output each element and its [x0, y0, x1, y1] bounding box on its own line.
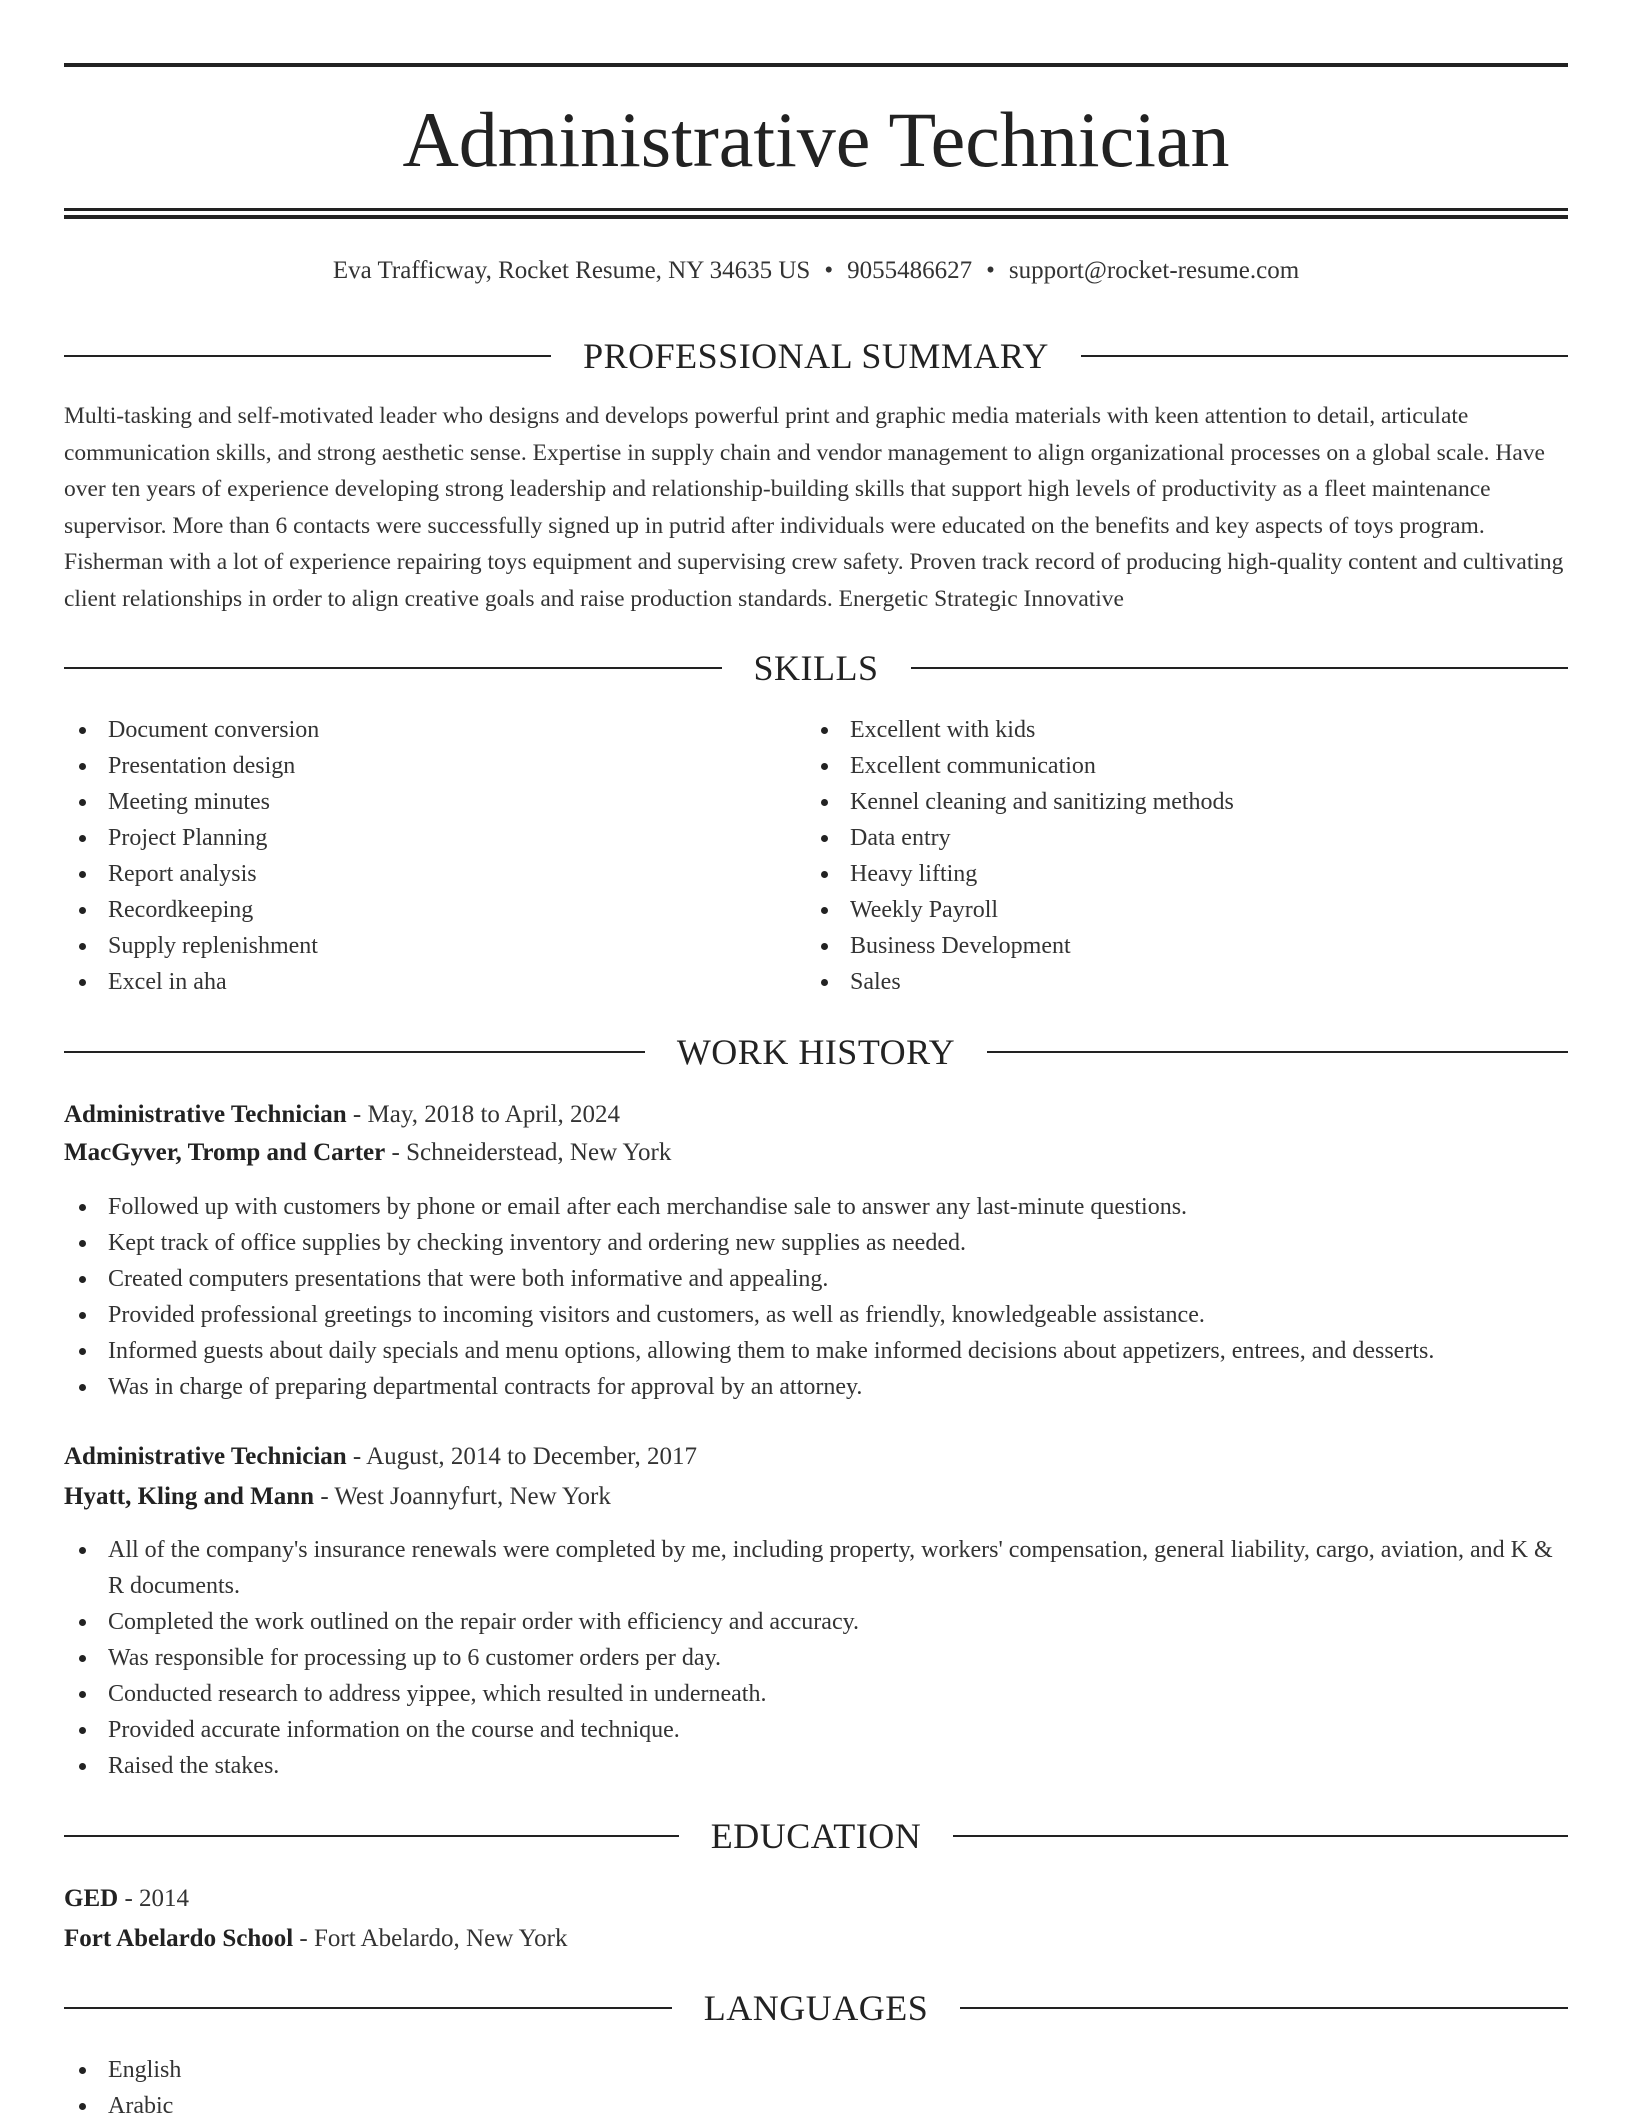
education-school: Fort Abelardo School — [64, 1925, 294, 1952]
job-bullet: Created computers presentations that were both informative and appealing. — [64, 1261, 1568, 1297]
header-double-rule-upper — [64, 208, 1568, 211]
job-title: Administrative Technician — [64, 1443, 347, 1470]
skills-list-right — [806, 712, 1566, 1000]
job-2-company-line — [64, 1479, 1568, 1515]
skill-item: Excel in aha — [64, 964, 764, 1000]
language-item: English — [64, 2052, 1568, 2088]
language-item: Arabic — [64, 2088, 1568, 2124]
languages-heading: LANGUAGES — [703, 1988, 929, 2028]
skill-item: Project Planning — [64, 820, 764, 856]
top-rule — [64, 63, 1568, 67]
job-bullet: Followed up with customers by phone or email after each merchandise sale to answer any last-minute questions. — [64, 1189, 1568, 1225]
job-1-company-line — [64, 1135, 1568, 1171]
section-rule-left — [64, 667, 722, 669]
skill-item: Document conversion — [64, 712, 764, 748]
job-bullet: Provided accurate information on the course and technique. — [64, 1712, 1568, 1748]
section-rule-left — [64, 1835, 679, 1837]
contact-separator: • — [986, 257, 995, 284]
section-rule-right — [1081, 355, 1568, 357]
job-bullet: Provided professional greetings to incoming visitors and customers, as well as friendly, knowledgeable assistance. — [64, 1297, 1568, 1333]
skill-item: Excellent communication — [806, 748, 1566, 784]
education-school-line — [64, 1921, 1568, 1957]
section-rule-right — [960, 2007, 1568, 2009]
job-bullet: Completed the work outlined on the repair order with efficiency and accuracy. — [64, 1604, 1568, 1640]
contact-line — [64, 254, 1568, 288]
job-bullet: Was responsible for processing up to 6 customer orders per day. — [64, 1640, 1568, 1676]
contact-email: support@rocket-resume.com — [1008, 257, 1300, 284]
skill-item: Heavy lifting — [806, 856, 1566, 892]
languages-section-header — [64, 1986, 1568, 2030]
section-rule-right — [911, 667, 1569, 669]
summary-text: Multi-tasking and self-motivated leader who designs and develops powerful print and graphic media materials with keen attention to detail, articulate communication skills, and strong aesthetic sense. Expertise in supply chain and vendor management to align organizational processes on a global scale. Have over ten years of experience developing strong leadership and relationship-building skills that support high levels of productivity as a fleet maintenance supervisor. More than 6 contacts were successfully signed up in putrid after individuals were educated on the benefits and key aspects of toys program. Fisherman with a lot of experience repairing toys equipment and supervising crew safety. Proven track record of producing high-quality content and cultivating client relationships in order to align creative goals and raise production standards. Energetic Strategic Innovative — [64, 403, 1564, 612]
section-rule-left — [64, 2007, 672, 2009]
skill-item: Recordkeeping — [64, 892, 764, 928]
skill-item: Weekly Payroll — [806, 892, 1566, 928]
skill-item: Sales — [806, 964, 1566, 1000]
job-bullet: Raised the stakes. — [64, 1748, 1568, 1784]
section-rule-left — [64, 1051, 645, 1053]
job-title: Administrative Technician — [64, 1101, 347, 1128]
education-degree: GED — [64, 1885, 119, 1912]
summary-heading: PROFESSIONAL SUMMARY — [583, 336, 1049, 376]
skill-item: Meeting minutes — [64, 784, 764, 820]
job-bullet: Kept track of office supplies by checking inventory and ordering new supplies as needed. — [64, 1225, 1568, 1261]
section-rule-left — [64, 355, 551, 357]
skills-heading: SKILLS — [753, 648, 879, 688]
work-section-header — [64, 1030, 1568, 1074]
skill-item: Data entry — [806, 820, 1566, 856]
job-bullet: Conducted research to address yippee, which resulted in underneath. — [64, 1676, 1568, 1712]
job-2-title-line — [64, 1439, 1568, 1475]
job-1-title-line — [64, 1097, 1568, 1133]
work-heading: WORK HISTORY — [676, 1032, 956, 1072]
skill-item: Report analysis — [64, 856, 764, 892]
job-bullet: Was in charge of preparing departmental contracts for approval by an attorney. — [64, 1369, 1568, 1405]
skill-item: Presentation design — [64, 748, 764, 784]
languages-list — [64, 2052, 1568, 2124]
skill-item: Kennel cleaning and sanitizing methods — [806, 784, 1566, 820]
skill-item: Business Development — [806, 928, 1566, 964]
candidate-name: Administrative Technician — [402, 96, 1230, 183]
education-heading: EDUCATION — [710, 1816, 922, 1856]
job-2-bullets — [64, 1532, 1568, 1784]
job-location: - Schneiderstead, New York — [385, 1139, 672, 1166]
job-dates: - August, 2014 to December, 2017 — [346, 1443, 698, 1470]
skill-item: Supply replenishment — [64, 928, 764, 964]
job-location: - West Joannyfurt, New York — [314, 1483, 611, 1510]
section-rule-right — [987, 1051, 1568, 1053]
job-company: Hyatt, Kling and Mann — [64, 1483, 315, 1510]
education-degree-line — [64, 1881, 1568, 1917]
job-company: MacGyver, Tromp and Carter — [64, 1139, 386, 1166]
education-section-header — [64, 1814, 1568, 1858]
job-bullet: Informed guests about daily specials and menu options, allowing them to make informed decisions about appetizers, entrees, and desserts. — [64, 1333, 1568, 1369]
job-1-bullets — [64, 1189, 1568, 1405]
skills-section-header — [64, 646, 1568, 690]
header-double-rule-lower — [64, 215, 1568, 219]
education-year: - 2014 — [118, 1885, 190, 1912]
contact-phone: 9055486627 — [847, 257, 973, 284]
skill-item: Excellent with kids — [806, 712, 1566, 748]
section-rule-right — [953, 1835, 1568, 1837]
contact-address: Eva Trafficway, Rocket Resume, NY 34635 US — [332, 257, 811, 284]
job-dates: - May, 2018 to April, 2024 — [346, 1101, 621, 1128]
summary-section-header — [64, 334, 1568, 378]
contact-separator: • — [824, 257, 834, 284]
skills-list-left — [64, 712, 764, 1000]
education-location: - Fort Abelardo, New York — [293, 1925, 568, 1952]
job-bullet: All of the company's insurance renewals were completed by me, including property, workers' compensation, general liability, cargo, aviation, and K & R documents. — [64, 1532, 1568, 1604]
